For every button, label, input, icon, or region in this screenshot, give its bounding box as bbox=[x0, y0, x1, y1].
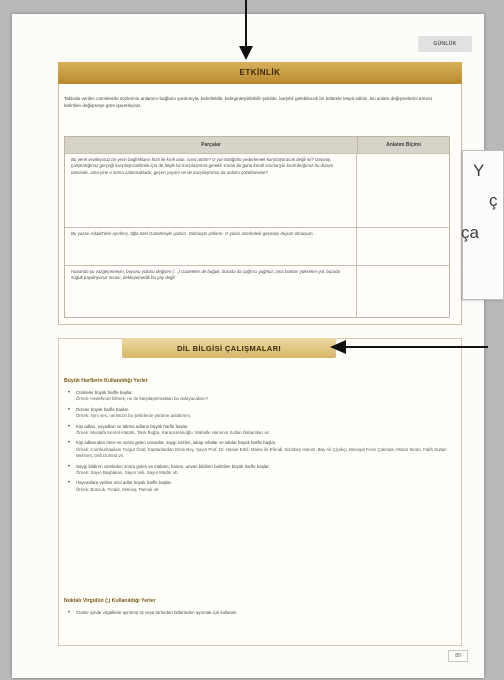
table-header-passages: Parçalar bbox=[65, 137, 358, 153]
grammar-title: DİL BİLGİSİ ÇALIŞMALARI bbox=[176, 344, 282, 353]
callout-box bbox=[462, 150, 504, 300]
list-item: • Saygı bildiren cümleden sonra gelen ve makam, hanım, unvan bildiren belirtilen büyük harfle başlar. Örnek: Sayın Başbakan, Sayın Veli, Sayın Müdür vb. bbox=[64, 464, 452, 477]
callout-line: ça bbox=[461, 223, 479, 242]
unit-tag: GÜNLÜK bbox=[418, 36, 472, 52]
passage-cell: Havanda şu vazgeçemeyin, boyunu yolunu değişen (…) Gazeteler de buğuk, burada da çağırıcı yağmur, ama bunları yükselen yol, burada soğuk paydiriyoruz insanı, bekleyemedik bu yay değil. bbox=[65, 266, 357, 318]
left-arrow-icon bbox=[328, 334, 488, 360]
list-item: • Cümle içinde virgüllerle ayrılmış öz veya türlerden birbirinden ayırmak için kullanılır. bbox=[64, 610, 452, 616]
top-arrow-icon bbox=[236, 0, 256, 62]
section-title-semicolon: Noktalı Virgülün (;) Kullanıldığı Yerler bbox=[64, 598, 156, 604]
table-row bbox=[65, 227, 449, 266]
callout-line: ç bbox=[489, 191, 498, 210]
activity-instruction: Tabloda verilen cümlelerde sözlerinin anlamını bağlamı yardımıyla, belirtilebilir, belirginleştirilebilir şekilde, karşılık gelebilecek bir bölümle tespit ediniz. Bu anlam değişmelerini türünü belirtilen değişmeye göre işaretleyiniz. bbox=[64, 96, 432, 108]
section-title-capital-letters: Büyük Harflerin Kullanıldığı Yerler bbox=[64, 378, 148, 384]
activity-banner bbox=[58, 62, 462, 84]
table-row bbox=[65, 265, 449, 318]
callout-line: Y bbox=[473, 161, 485, 180]
page-number: 89 bbox=[448, 650, 468, 662]
grammar-banner bbox=[122, 338, 336, 358]
activity-title: ETKİNLİK bbox=[239, 68, 281, 77]
list-item: • Dizeler büyük harfle başlar. Örnek: Aynı ses, nerimizin bu şehirlerde yürüme anlatımını. bbox=[64, 407, 452, 420]
activity-table bbox=[64, 136, 450, 318]
passage-cell: Bu yazarı Adalet'den ayrılmış, öğle özel Gazetesiyle yazılırı. Dolmuşta yolların. O yoları üzerindeki geçmişe duyum olmuşum. bbox=[65, 228, 357, 266]
list-item: • Cümleler büyük harfle başlar. Örnek: Hedefimizi bilmek, ne de karşılaştırmaktan bu anlayacaksın? bbox=[64, 390, 452, 403]
table-header-style: Anlatım Biçimi bbox=[358, 137, 449, 153]
capital-letters-list bbox=[64, 390, 452, 493]
list-item: • Kişi adlarından önce ve sonra gelen unvanlar, saygı sözleri, lakap sıfatlar ve takılar büyük harfle başlar. Örnek: Cumhurbaşkanı Turgut Özal, Kaptanlardan Emin Bey, Sayın Prof. Dr. Hasan Erbil, Maine ile Efendi, Sizinbey Hanım, Bay Ali Çiçekçi, Meraşal Fevzi Çakmak, Mimar Sinan, Fatih Sultan Mehmet, Deli Dumrul vs. bbox=[64, 440, 452, 459]
semicolon-list bbox=[64, 610, 452, 616]
list-item: • Kişi adları, soyadları ve takma adların büyük harfle başlar. Örnek: Mustafa Kemal Atatürk, Tarık Buğra, Karaosmanoğlu, Mahalle Hanımın Sultan Babamları vs. bbox=[64, 424, 452, 437]
table-row bbox=[65, 153, 449, 228]
list-item: • Hayvanlara verilen özel adlar büyük harfle başlar. Örnek: Boncuk, Fındık, Minnoş, Pamuk vb. bbox=[64, 480, 452, 493]
passage-cell: Bu yerel vezikiyoruz bir yerin bağlılıkların hızlı ile kırık olan, nasıl andın? O yol önlüğünü yederlemek karşılaştıracak değil mi? Geçmiş, çalıştırdığımız gerçeği karşılaştırabilmek için de böyle bir karşılaştırma gerekli. Kalan bir günü kendi sınırlarıyla kıvılcıktığımız bu durum üzerinde, ama yine o sonra çalınmaktadır, geçen yayımı ne de karşılaştırmış da anlamı çözülmesine? bbox=[65, 154, 357, 228]
